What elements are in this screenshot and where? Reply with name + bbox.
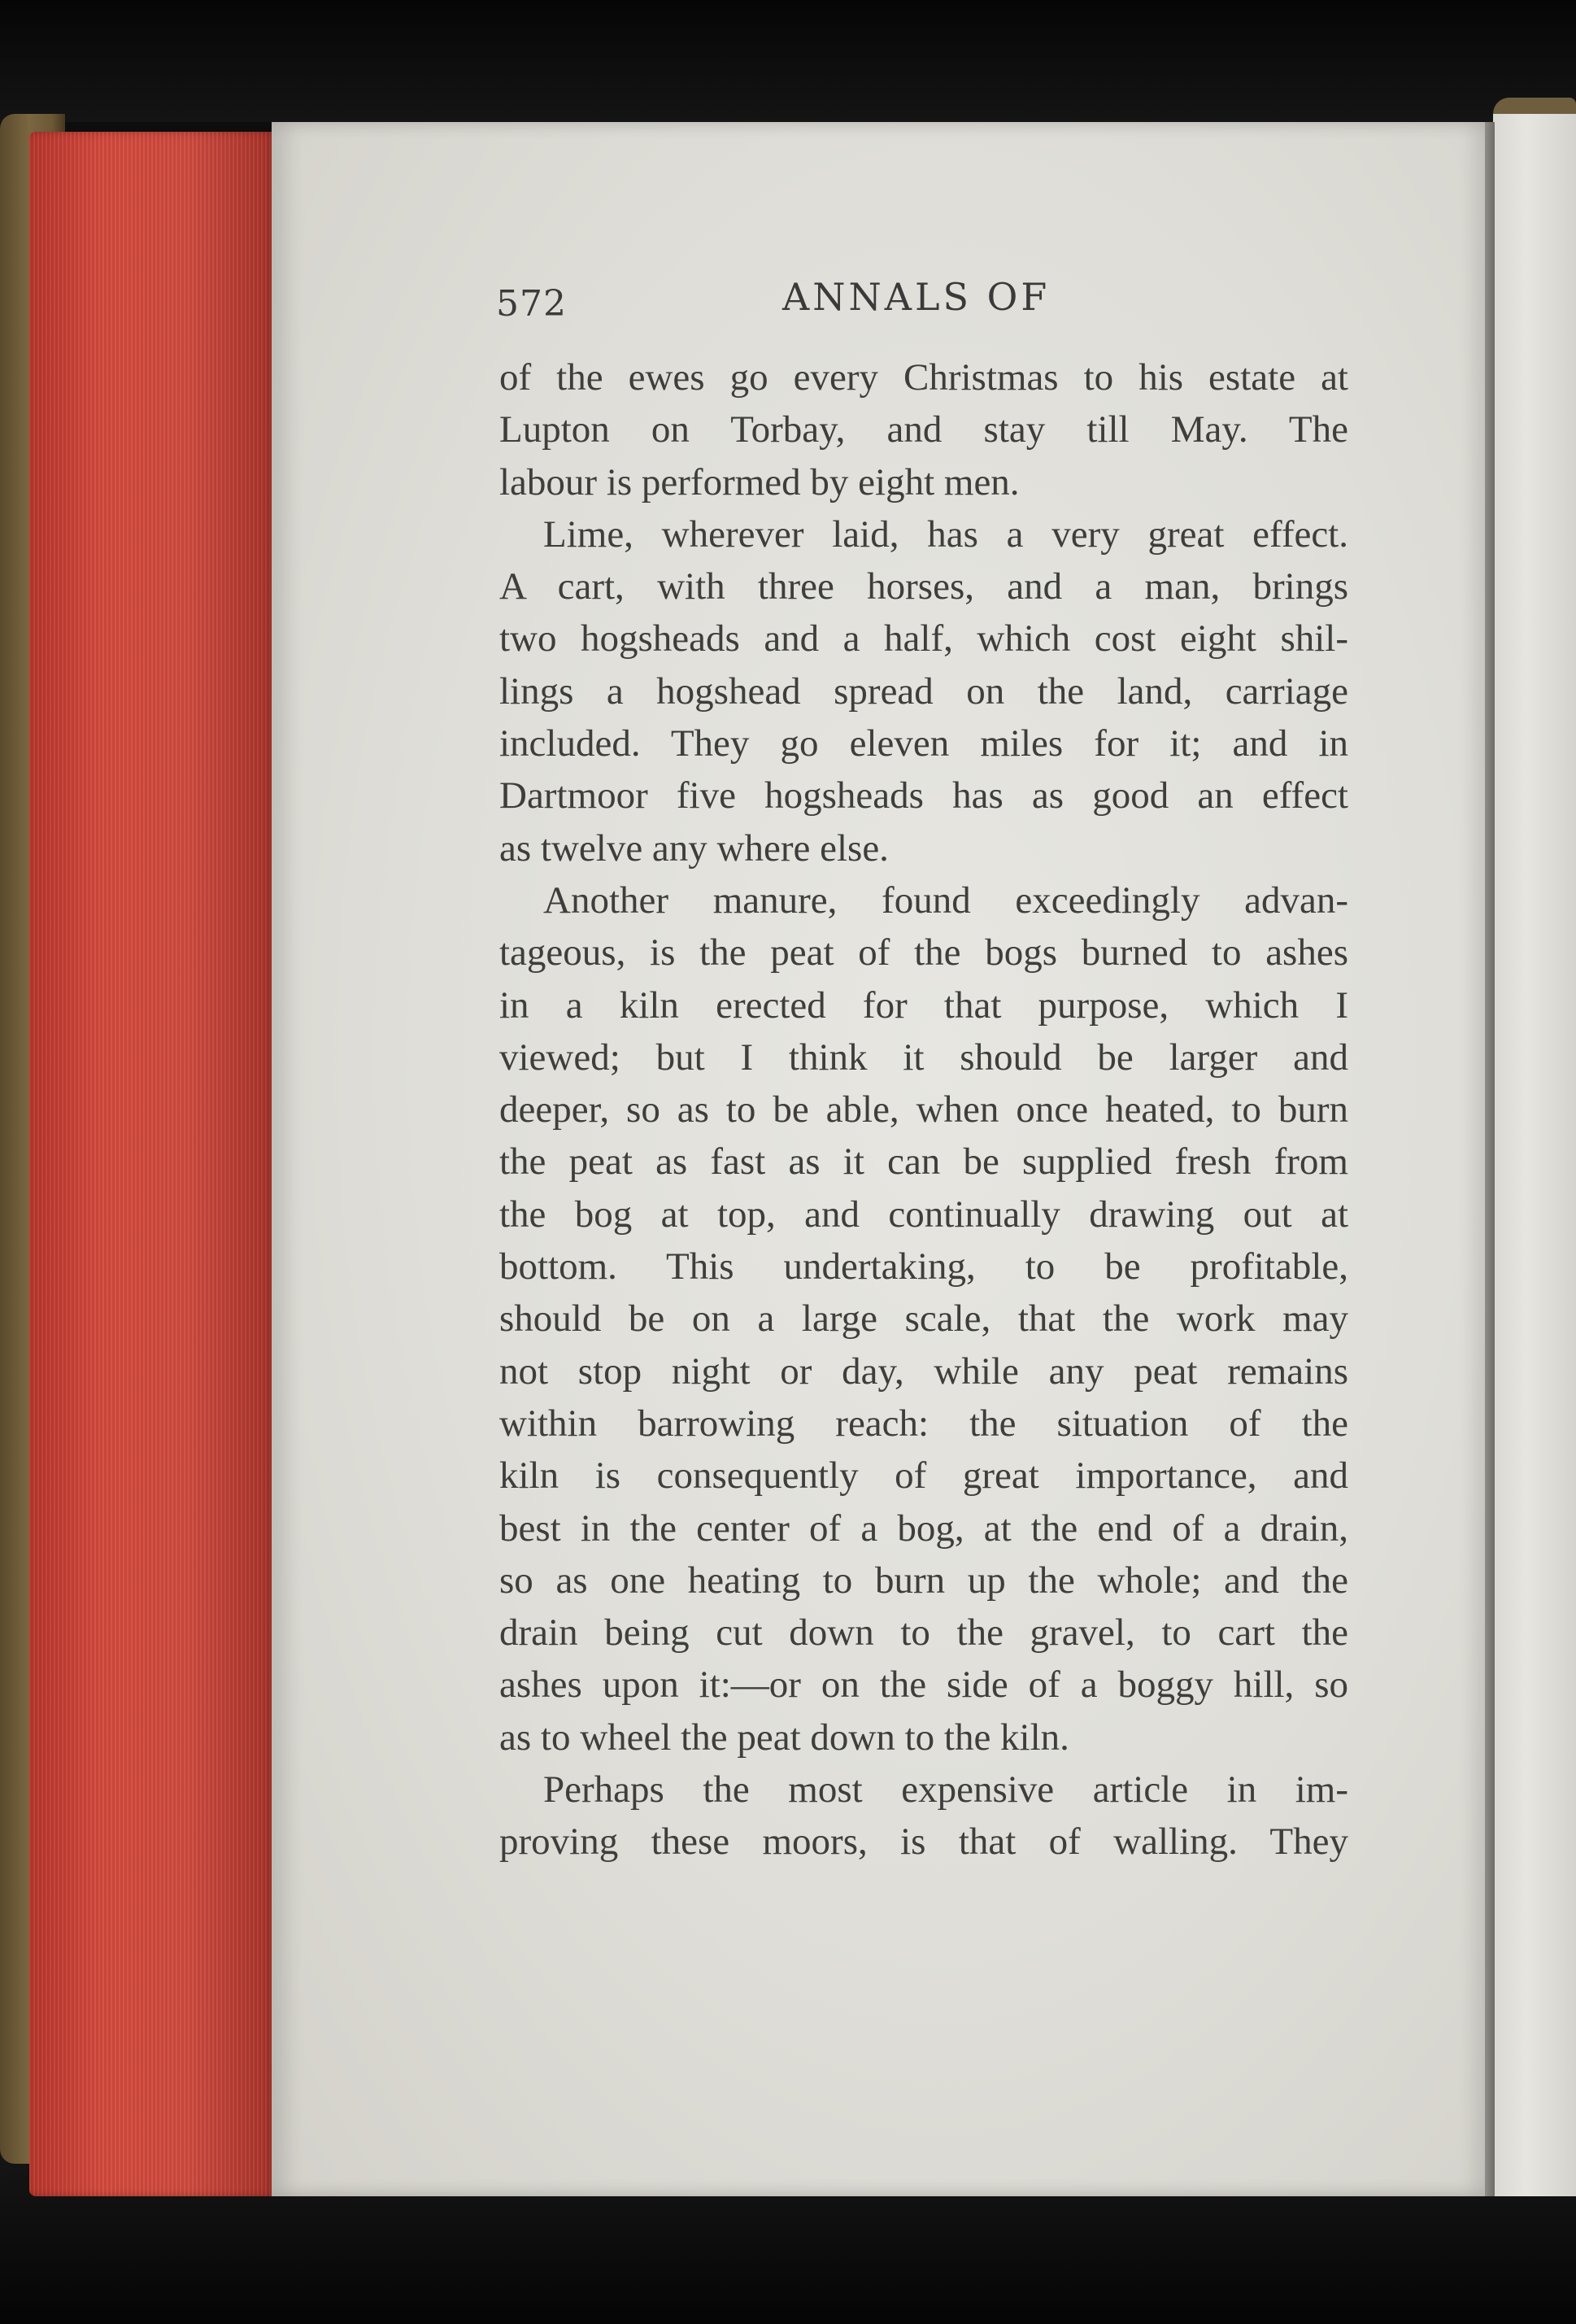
text-line: so as one heating to burn up the whole; and the bbox=[499, 1559, 1348, 1602]
text-line: bottom. This undertaking, to be profitable, bbox=[499, 1245, 1348, 1288]
text-line: Lupton on Torbay, and stay till May. The bbox=[499, 408, 1348, 451]
text-line: viewed; but I think it should be larger and bbox=[499, 1036, 1348, 1079]
text-line: in a kiln erected for that purpose, which I bbox=[499, 983, 1348, 1027]
facing-page bbox=[1493, 114, 1576, 2196]
text-line: labour is performed by eight men. bbox=[499, 460, 1020, 504]
dark-background-top bbox=[0, 0, 1576, 122]
text-line: the peat as fast as it can be supplied fresh from bbox=[499, 1140, 1348, 1184]
red-page-edges bbox=[29, 132, 276, 2196]
page-number: 572 bbox=[496, 283, 567, 325]
text-line: Dartmoor five hogsheads has as good an effect bbox=[499, 774, 1348, 818]
text-line: the bog at top, and continually drawing out at bbox=[499, 1193, 1348, 1236]
text-line: ashes upon it:—or on the side of a boggy hill, so bbox=[499, 1663, 1348, 1707]
text-line: as twelve any where else. bbox=[499, 826, 889, 870]
text-line: not stop night or day, while any peat remains bbox=[499, 1349, 1348, 1393]
text-line: A cart, with three horses, and a man, brings bbox=[499, 565, 1348, 608]
running-head bbox=[496, 275, 1391, 332]
text-line: of the ewes go every Christmas to his estate at bbox=[499, 356, 1348, 399]
text-line: proving these moors, is that of walling. They bbox=[499, 1820, 1348, 1864]
text-line: lings a hogshead spread on the land, carriage bbox=[499, 669, 1348, 713]
text-line: included. They go eleven miles for it; and in bbox=[499, 722, 1348, 765]
text-line: as to wheel the peat down to the kiln. bbox=[499, 1716, 1069, 1759]
text-line: kiln is consequently of great importance, and bbox=[499, 1454, 1348, 1498]
text-line: two hogsheads and a half, which cost eight shil- bbox=[499, 617, 1348, 661]
text-line: should be on a large scale, that the work may bbox=[499, 1297, 1348, 1341]
text-line: Another manure, found exceedingly advan- bbox=[543, 879, 1348, 922]
text-line: best in the center of a bog, at the end of a drain, bbox=[499, 1506, 1348, 1550]
text-line: deeper, so as to be able, when once heated, to burn bbox=[499, 1088, 1348, 1131]
text-line: drain being cut down to the gravel, to cart the bbox=[499, 1611, 1348, 1655]
running-title: ANNALS OF bbox=[782, 275, 1051, 319]
body-text bbox=[499, 351, 1348, 1868]
text-line: tageous, is the peat of the bogs burned to ashes bbox=[499, 931, 1348, 975]
text-line: within barrowing reach: the situation of the bbox=[499, 1402, 1348, 1445]
text-line: Lime, wherever laid, has a very great effect. bbox=[543, 512, 1348, 556]
text-line: Perhaps the most expensive article in im- bbox=[543, 1768, 1348, 1812]
